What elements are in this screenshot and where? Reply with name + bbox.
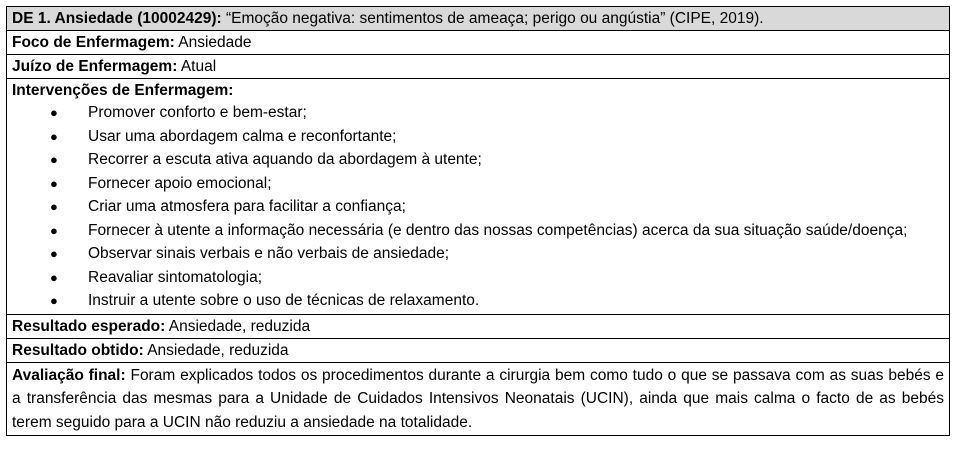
judgment-row	[7, 54, 949, 78]
focus-row	[7, 30, 949, 54]
obtained-result-row	[7, 338, 949, 362]
list-item: ● Promover conforto e bem-estar;	[50, 101, 944, 125]
expected-label: Resultado esperado:	[12, 317, 166, 335]
interventions-label: Intervenções de Enfermagem:	[12, 82, 234, 99]
list-item: ● Criar uma atmosfera para facilitar a confiança;	[50, 195, 944, 219]
list-item: ● Usar uma abordagem calma e reconfortante;	[50, 125, 944, 149]
list-item: ● Fornecer à utente a informação necessária (e dentro das nossas competências) acerca da sua situação saúde/doença;	[50, 219, 944, 243]
final-eval-label: Avaliação final:	[12, 366, 126, 384]
focus-value: Ansiedade	[174, 34, 252, 51]
diagnosis-definition: “Emoção negativa: sentimentos de ameaça; perigo ou angústia” (CIPE, 2019).	[221, 10, 764, 27]
judgment-label: Juízo de Enfermagem:	[12, 58, 178, 75]
diagnosis-label: DE 1. Ansiedade (10002429):	[12, 10, 222, 27]
interventions-row	[7, 78, 949, 314]
final-evaluation-row	[7, 362, 949, 436]
list-item: ● Reavaliar sintomatologia;	[50, 266, 944, 290]
list-item: ● Observar sinais verbais e não verbais de ansiedade;	[50, 242, 944, 266]
list-item: ● Fornecer apoio emocional;	[50, 172, 944, 196]
obtained-label: Resultado obtido:	[12, 341, 144, 359]
nursing-care-table	[6, 6, 950, 436]
diagnosis-row	[7, 7, 949, 30]
final-eval-text: Foram explicados todos os procedimentos durante a cirurgia bem como tudo o que se passava com as suas bebés e a transferência das mesmas para a Unidade de Cuidados Intensivos Neonatais (UCIN), ainda que mais calma o facto de as bebés terem seguido para a UCIN não reduziu a ansiedade na totalidade.	[12, 366, 944, 431]
list-item: ● Instruir a utente sobre o uso de técnicas de relaxamento.	[50, 289, 944, 313]
obtained-value: Ansiedade, reduzida	[143, 341, 289, 359]
list-item: ● Recorrer a escuta ativa aquando da abordagem à utente;	[50, 148, 944, 172]
focus-label: Foco de Enfermagem:	[12, 34, 175, 51]
judgment-value: Atual	[177, 58, 217, 75]
expected-result-row	[7, 314, 949, 338]
expected-value: Ansiedade, reduzida	[165, 317, 311, 335]
interventions-list	[12, 101, 944, 313]
